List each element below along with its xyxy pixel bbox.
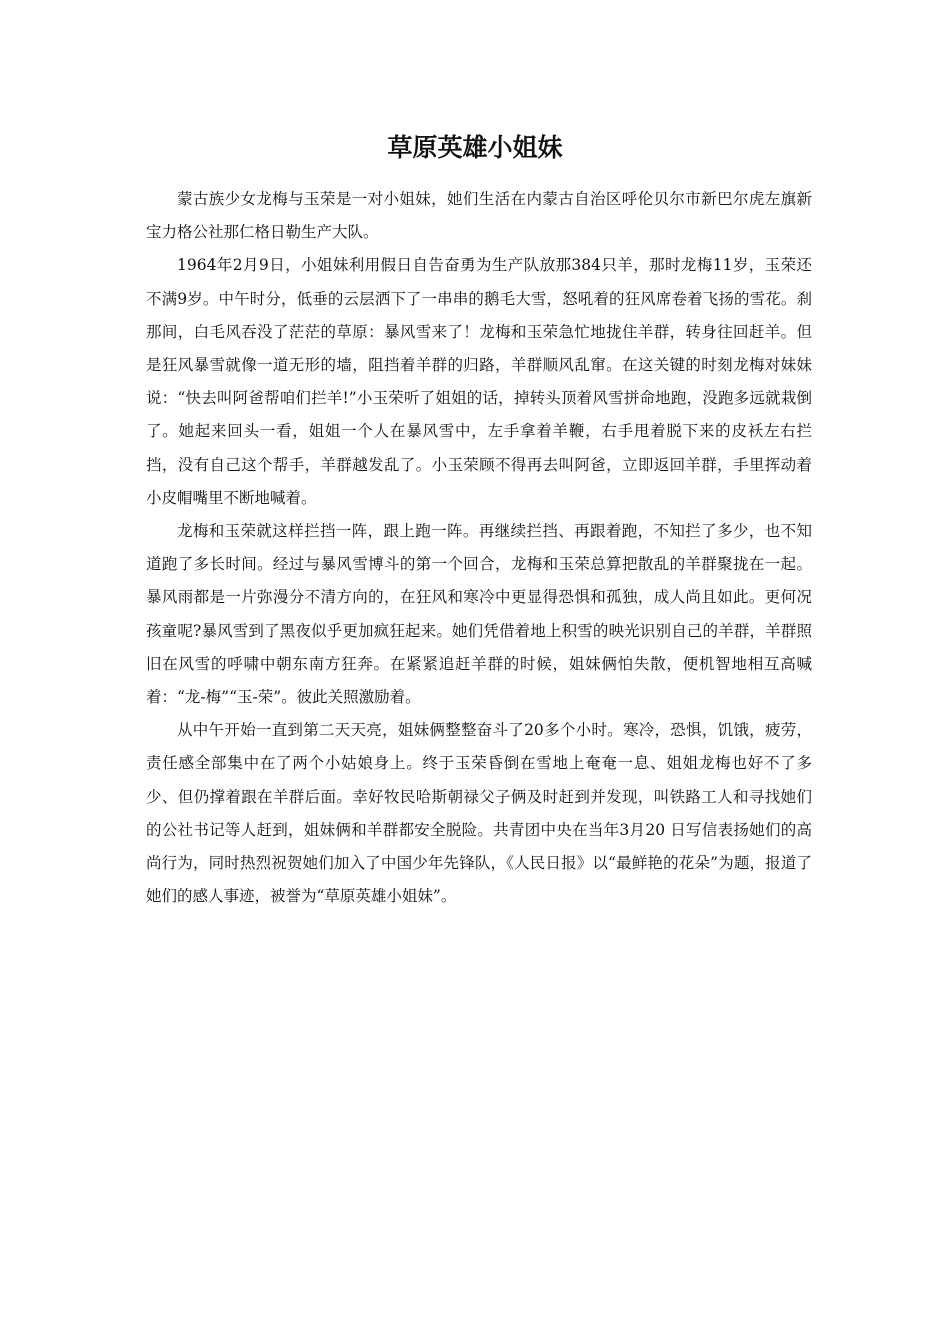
paragraph: 蒙古族少女龙梅与玉荣是一对小姐妹，她们生活在内蒙古自治区呼伦贝尔市新巴尔虎左旗新宝力格公社那仁格日勒生产大队。 (146, 190, 812, 242)
document-body (146, 183, 812, 913)
document-title: 草原英雄小姐妹 (387, 133, 563, 162)
paragraph: 从中午开始一直到第二天天亮，姐妹俩整整奋斗了20多个小时。寒冷，恐惧，饥饿，疲劳，责任感全部集中在了两个小姑娘身上。终于玉荣昏倒在雪地上奄奄一息、姐姐龙梅也好不了多少、但仍撑着跟在羊群后面。幸好牧民哈斯朝禄父子俩及时赶到并发现，叫铁路工人和寻找她们的公社书记等人赶到，姐妹俩和羊群都安全脱险。共青团中央在当年3月20 日写信表扬她们的高尚行为，同时热烈祝贺她们加入了中国少年先锋队，《人民日报》以“最鲜艳的花朵”为题，报道了她们的感人事迹，被誉为“草原英雄小姐妹”。 (146, 721, 812, 906)
paragraph: 龙梅和玉荣就这样拦挡一阵，跟上跑一阵。再继续拦挡、再跟着跑，不知拦了多少，也不知道跑了多长时间。经过与暴风雪博斗的第一个回合，龙梅和玉荣总算把散乱的羊群聚拢在一起。暴风雨都是一片弥漫分不清方向的，在狂风和寒冷中更显得恐惧和孤独，成人尚且如此。更何况孩童呢?暴风雪到了黑夜似乎更加疯狂起来。她们凭借着地上积雪的映光识别自己的羊群，羊群照旧在风雪的呼啸中朝东南方狂奔。在紧紧追赶羊群的时候，姐妹俩怕失散，便机智地相互高喊着：“龙-梅”“玉-荣”。彼此关照激励着。 (146, 522, 812, 707)
paragraph: 1964年2月9日，小姐妹利用假日自告奋勇为生产队放那384只羊，那时龙梅11岁，玉荣还不满9岁。中午时分，低垂的云层洒下了一串串的鹅毛大雪，怒吼着的狂风席卷着飞扬的雪花。刹那间，白毛风吞没了茫茫的草原：暴风雪来了！龙梅和玉荣急忙地拢住羊群，转身往回赶羊。但是狂风暴雪就像一道无形的墙，阻挡着羊群的归路，羊群顺风乱窜。在这关键的时刻龙梅对妹妹说：“快去叫阿爸帮咱们拦羊!”小玉荣听了姐姐的话，掉转头顶着风雪拼命地跑，没跑多远就栽倒了。她起来回头一看，姐姐一个人在暴风雪中，左手拿着羊鞭，右手甩着脱下来的皮袄左右拦挡，没有自己这个帮手，羊群越发乱了。小玉荣顾不得再去叫阿爸，立即返回羊群，手里挥动着小皮帽嘴里不断地喊着。 (146, 256, 812, 507)
